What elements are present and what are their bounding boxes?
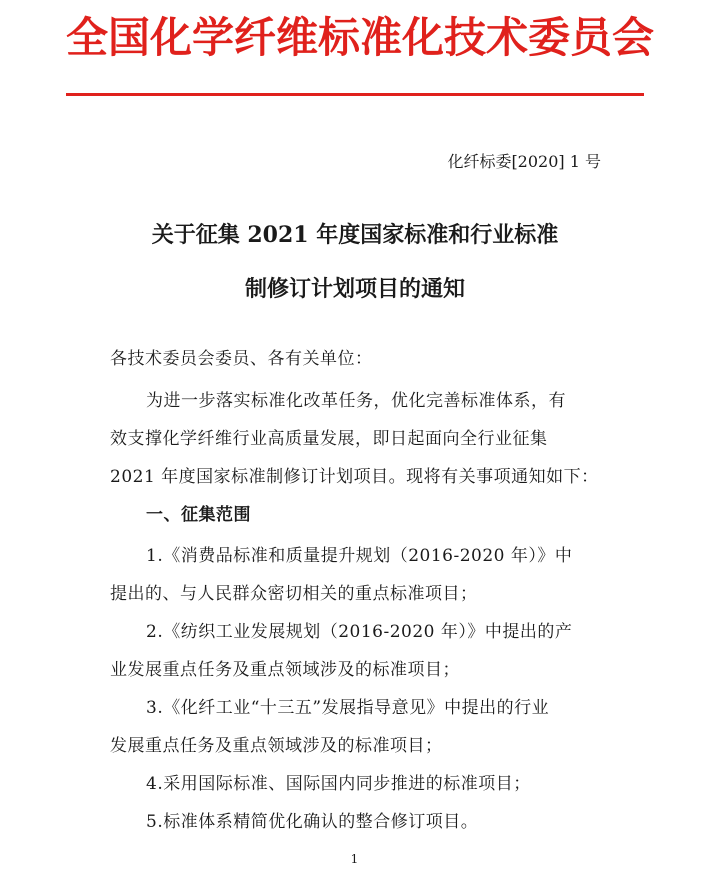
item-3-line-1: 3.《化纤工业“十三五”发展指导意见》中提出的行业 <box>146 698 550 718</box>
notice-title-line-2: 制修订计划项目的通知 <box>244 276 465 302</box>
item-1-line-2: 提出的、与人民群众密切相关的重点标准项目； <box>110 584 478 604</box>
document-number: 化纤标委[2020] 1 号 <box>447 152 601 171</box>
item-4: 4.采用国际标准、国际国内同步推进的标准项目； <box>146 774 531 794</box>
salutation: 各技术委员会委员、各有关单位： <box>110 349 373 369</box>
org-header-title: 全国化学纤维标准化技术委员会 <box>66 13 655 62</box>
item-1-line-1: 1.《消费品标准和质量提升规划（2016-2020 年）》中 <box>146 546 573 566</box>
item-5: 5.标准体系精简优化确认的整合修订项目。 <box>146 812 479 832</box>
section-heading-scope: 一、征集范围 <box>146 505 251 525</box>
item-2-line-2: 业发展重点任务及重点领域涉及的标准项目； <box>110 660 460 680</box>
item-2-line-1: 2.《纺织工业发展规划（2016-2020 年）》中提出的产 <box>146 622 573 642</box>
item-3-line-2: 发展重点任务及重点领域涉及的标准项目； <box>110 736 443 756</box>
notice-title-line-1: 关于征集 2021 年度国家标准和行业标准 <box>151 222 559 248</box>
intro-line-3: 2021 年度国家标准制修订计划项目。现将有关事项通知如下： <box>110 467 599 487</box>
intro-line-1: 为进一步落实标准化改革任务，优化完善标准体系，有 <box>146 391 566 411</box>
intro-line-2: 效支撑化学纤维行业高质量发展，即日起面向全行业征集 <box>110 429 548 449</box>
page-number: 1 <box>350 852 359 866</box>
red-divider-line <box>66 93 644 96</box>
